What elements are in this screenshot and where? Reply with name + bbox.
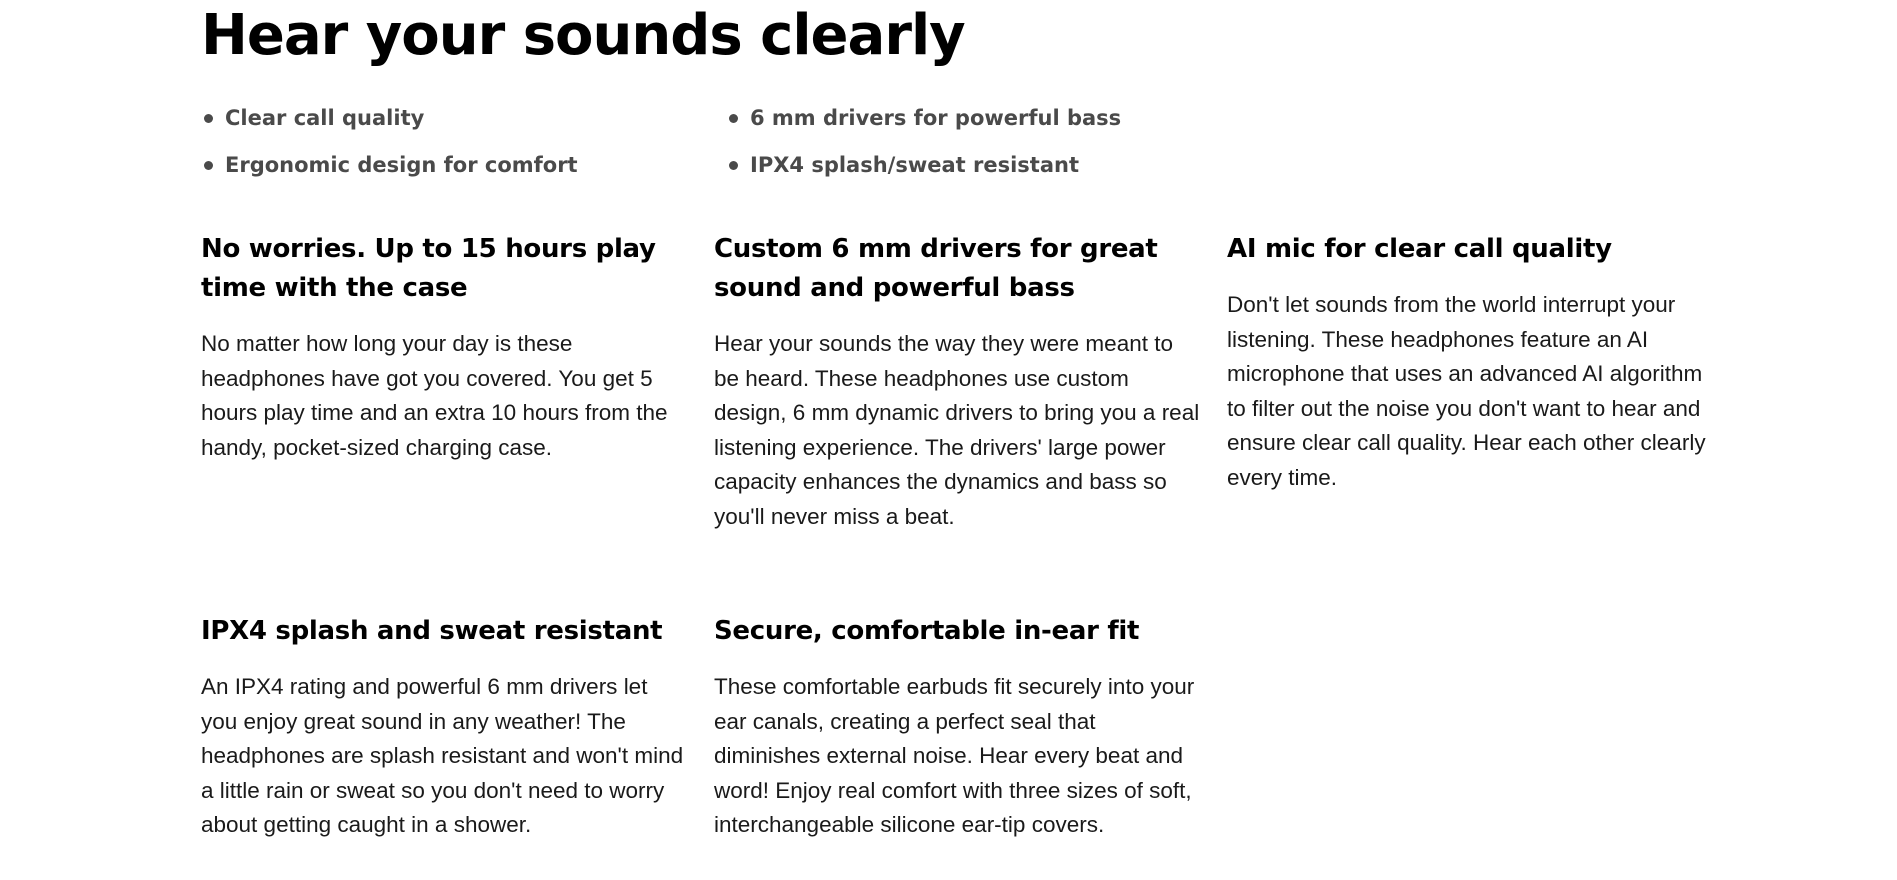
feature-ai-mic xyxy=(1227,230,1717,495)
feature-title: Custom 6 mm drivers for great sound and powerful bass xyxy=(714,234,1158,303)
bullet-icon xyxy=(729,114,738,123)
highlight-item xyxy=(201,150,726,180)
highlight-label: 6 mm drivers for powerful bass xyxy=(750,106,1122,130)
section-heading: Hear your sounds clearly xyxy=(201,3,965,68)
feature-play-time xyxy=(201,230,681,465)
feature-in-ear-fit xyxy=(714,612,1200,843)
feature-title: IPX4 splash and sweat resistant xyxy=(201,616,663,646)
highlight-item xyxy=(726,150,1251,180)
feature-drivers xyxy=(714,230,1200,534)
highlights-list xyxy=(201,103,1301,197)
feature-title: Secure, comfortable in-ear fit xyxy=(714,616,1140,646)
highlight-label: Ergonomic design for comfort xyxy=(225,153,578,177)
highlight-item xyxy=(726,103,1251,133)
feature-description: Hear your sounds the way they were meant to be heard. These headphones use custom design, 6 mm dynamic drivers to bring you a real listening experience. The drivers' large power capacity enhances the dynamics and bass so you'll never miss a beat. xyxy=(714,331,1200,529)
highlight-item xyxy=(201,103,726,133)
highlight-label: Clear call quality xyxy=(225,106,425,130)
highlight-label: IPX4 splash/sweat resistant xyxy=(750,153,1079,177)
feature-title: No worries. Up to 15 hours play time with the case xyxy=(201,234,656,303)
feature-ipx4 xyxy=(201,612,687,843)
feature-title: AI mic for clear call quality xyxy=(1227,234,1612,264)
bullet-icon xyxy=(204,114,213,123)
bullet-icon xyxy=(729,161,738,170)
bullet-icon xyxy=(204,161,213,170)
feature-description: Don't let sounds from the world interrupt your listening. These headphones feature an AI microphone that uses an advanced AI algorithm to filter out the noise you don't want to hear and ensure clear call quality. Hear each other clearly every time. xyxy=(1227,292,1706,490)
feature-description: An IPX4 rating and powerful 6 mm drivers let you enjoy great sound in any weather! The headphones are splash resistant and won't mind a little rain or sweat so you don't need to worry about getting caught in a shower. xyxy=(201,674,684,837)
feature-description: No matter how long your day is these headphones have got you covered. You get 5 hours play time and an extra 10 hours from the handy, pocket-sized charging case. xyxy=(201,331,668,460)
feature-description: These comfortable earbuds fit securely into your ear canals, creating a perfect seal that diminishes external noise. Hear every beat and word! Enjoy real comfort with three sizes of soft, interchangeable silicone ear-tip covers. xyxy=(714,674,1195,837)
